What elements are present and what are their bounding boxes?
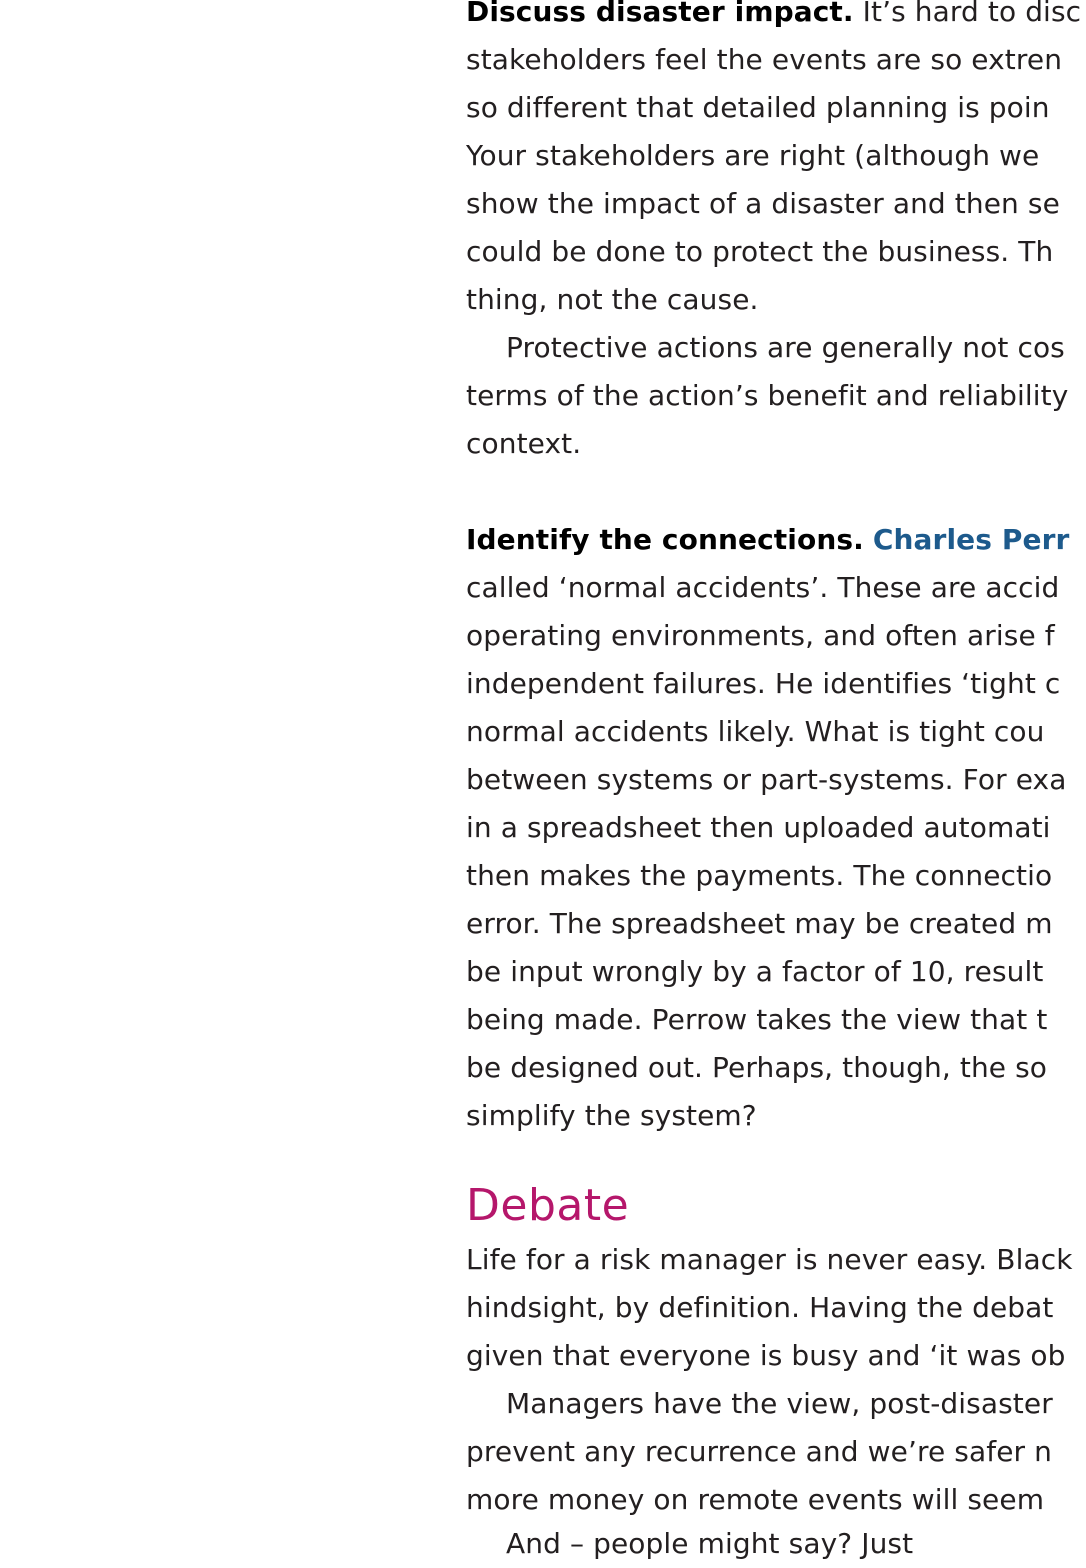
- paragraph-line: more money on remote events will seem: [466, 1483, 1045, 1516]
- run-in-heading-disaster-impact: Discuss disaster impact.: [466, 0, 854, 28]
- paragraph-line: [466, 0, 1081, 36]
- paragraph-line: operating environments, and often arise f: [466, 619, 1055, 652]
- paragraph-line: given that everyone is busy and ‘it was ob: [466, 1339, 1066, 1372]
- paragraph-line: Protective actions are generally not cos: [506, 331, 1065, 364]
- paragraph-line: being made. Perrow takes the view that t: [466, 1003, 1048, 1036]
- paragraph-line: prevent any recurrence and we’re safer n: [466, 1435, 1052, 1468]
- section-heading-debate: Debate: [466, 1180, 630, 1231]
- paragraph-line: terms of the action’s benefit and reliability: [466, 379, 1069, 412]
- paragraph-line: stakeholders feel the events are so extren: [466, 43, 1063, 76]
- text-run: It’s hard to disc: [853, 0, 1082, 28]
- run-in-heading-connections: Identify the connections.: [466, 523, 864, 556]
- paragraph-line: thing, not the cause.: [466, 283, 759, 316]
- paragraph-line: so different that detailed planning is poin: [466, 91, 1050, 124]
- paragraph-line: context.: [466, 427, 582, 460]
- paragraph-line: in a spreadsheet then uploaded automati: [466, 811, 1051, 844]
- author-link[interactable]: Charles Perr: [872, 523, 1070, 556]
- paragraph-line: And – people might say? Just: [506, 1527, 914, 1560]
- paragraph-line: Life for a risk manager is never easy. Black: [466, 1243, 1073, 1276]
- document-page: [466, 0, 1086, 1560]
- paragraph-line: could be done to protect the business. Th: [466, 235, 1054, 268]
- paragraph-line: [466, 516, 1069, 564]
- paragraph-line: show the impact of a disaster and then se: [466, 187, 1060, 220]
- paragraph-line: independent failures. He identifies ‘tight c: [466, 667, 1061, 700]
- paragraph-line: Your stakeholders are right (although we: [466, 139, 1040, 172]
- paragraph-line: normal accidents likely. What is tight cou: [466, 715, 1045, 748]
- paragraph-line: called ‘normal accidents’. These are accid: [466, 571, 1060, 604]
- paragraph-line: then makes the payments. The connectio: [466, 859, 1053, 892]
- paragraph-line: between systems or part-systems. For exa: [466, 763, 1067, 796]
- paragraph-line: be designed out. Perhaps, though, the so: [466, 1051, 1048, 1084]
- paragraph-line: error. The spreadsheet may be created m: [466, 907, 1053, 940]
- paragraph-line: Managers have the view, post-disaster: [506, 1387, 1053, 1420]
- paragraph-line: hindsight, by definition. Having the debat: [466, 1291, 1054, 1324]
- paragraph-line: be input wrongly by a factor of 10, result: [466, 955, 1044, 988]
- paragraph-line: simplify the system?: [466, 1099, 757, 1132]
